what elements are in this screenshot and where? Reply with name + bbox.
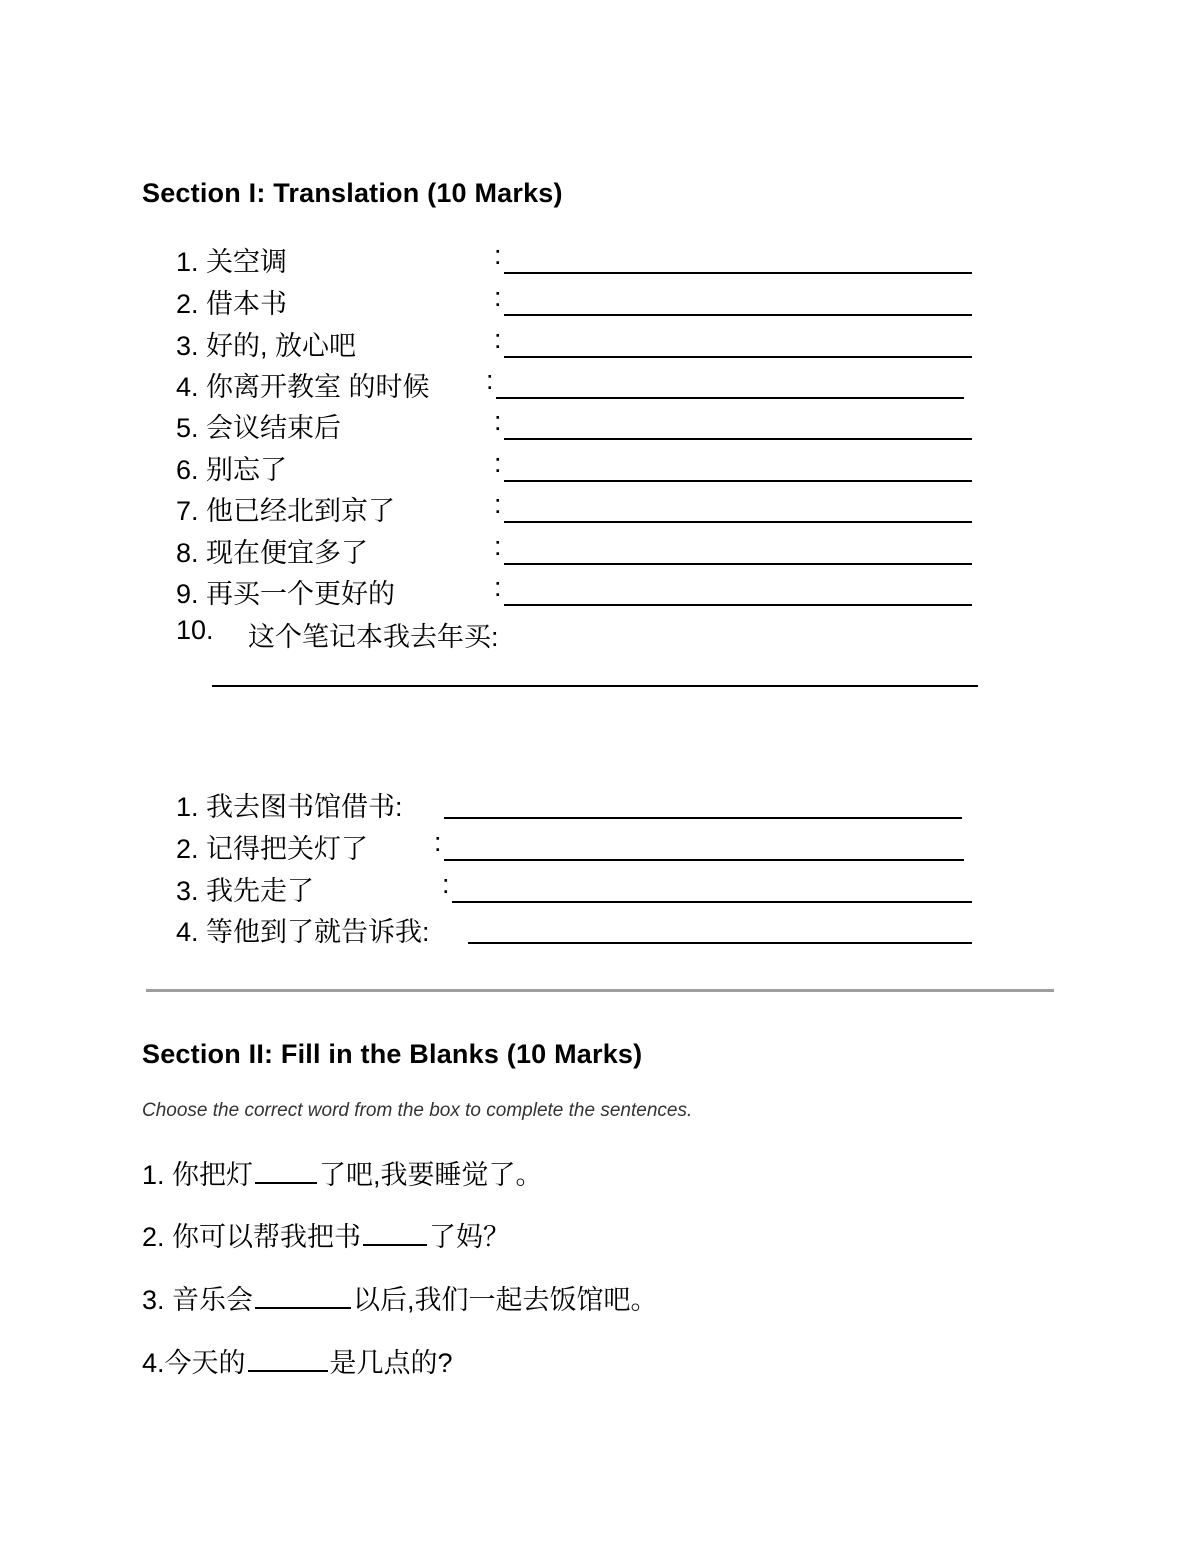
section-2-title: Section II: Fill in the Blanks (10 Marks)	[142, 1039, 643, 1069]
phrase-item-2	[176, 827, 976, 867]
translation-item-label: 1. 关空调	[176, 247, 288, 277]
translation-item-label: 8. 现在便宜多了	[176, 538, 369, 568]
fill-sentence-after: 了吧,我要睡觉了。	[319, 1160, 543, 1190]
phrase-item-1	[176, 785, 976, 825]
answer-blank[interactable]	[452, 901, 972, 903]
answer-blank[interactable]	[504, 356, 972, 358]
fill-sentence-after: 以后,我们一起去饭馆吧。	[353, 1285, 658, 1315]
fill-sentence-before: 3. 音乐会	[142, 1285, 254, 1315]
answer-blank[interactable]	[444, 817, 962, 819]
fill-sentence-before: 2. 你可以帮我把书	[142, 1222, 362, 1252]
translation-item-colon: :	[494, 572, 502, 602]
answer-blank[interactable]	[504, 480, 972, 482]
phrase-item-3	[176, 869, 976, 909]
translation-item-label: 4. 你离开教室 的时候	[176, 372, 430, 402]
translation-item-6	[176, 448, 976, 488]
fill-sentence-1	[142, 1153, 543, 1192]
translation-item-3	[176, 324, 976, 364]
translation-item-number: 10.	[176, 615, 214, 645]
phrase-item-label: 2. 记得把关灯了	[176, 834, 369, 864]
translation-item-text: 这个笔记本我去年买:	[248, 622, 499, 652]
translation-item-4	[176, 365, 976, 405]
translation-item-2	[176, 282, 976, 322]
answer-blank[interactable]	[504, 438, 972, 440]
fill-sentence-3	[142, 1278, 658, 1317]
answer-blank[interactable]	[504, 604, 972, 606]
answer-blank[interactable]	[504, 563, 972, 565]
translation-item-8	[176, 531, 976, 571]
fill-blank[interactable]	[255, 1307, 351, 1309]
translation-item-colon: :	[494, 282, 502, 312]
answer-blank[interactable]	[504, 272, 972, 274]
fill-sentence-after: 了妈？	[429, 1222, 511, 1252]
fill-blank[interactable]	[363, 1244, 427, 1246]
section-2-instruction: Choose the correct word from the box to complete the sentences.	[142, 1100, 693, 1121]
fill-sentence-4	[142, 1341, 453, 1380]
translation-item-colon: :	[494, 448, 502, 478]
translation-item-label: 6. 别忘了	[176, 455, 288, 485]
fill-blank[interactable]	[255, 1182, 317, 1184]
section-1-title: Section I: Translation (10 Marks)	[142, 178, 563, 208]
translation-item-colon: :	[486, 365, 494, 395]
translation-item-colon: :	[494, 531, 502, 561]
phrase-item-label: 3. 我先走了	[176, 876, 315, 906]
fill-sentence-before: 1. 你把灯	[142, 1160, 254, 1190]
phrase-item-label: 1. 我去图书馆借书:	[176, 792, 403, 822]
answer-blank[interactable]	[496, 397, 964, 399]
phrase-item-label: 4. 等他到了就告诉我:	[176, 917, 430, 947]
translation-item-colon: :	[494, 240, 502, 270]
translation-item-colon: :	[494, 324, 502, 354]
fill-blank[interactable]	[248, 1370, 328, 1372]
answer-blank[interactable]	[468, 942, 972, 944]
translation-item-5	[176, 406, 976, 446]
translation-item-label: 2. 借本书	[176, 289, 288, 319]
section-divider	[146, 989, 1054, 992]
fill-sentence-after: 是几点的?	[329, 1348, 453, 1378]
answer-blank[interactable]	[504, 314, 972, 316]
phrase-item-4	[176, 910, 976, 950]
translation-item-label: 7. 他已经北到京了	[176, 496, 396, 526]
translation-item-9	[176, 572, 976, 612]
translation-item-label: 5. 会议结束后	[176, 413, 342, 443]
translation-item-7	[176, 489, 976, 529]
phrase-item-colon: :	[434, 827, 442, 857]
answer-blank-long[interactable]	[212, 685, 978, 687]
translation-item-label: 9. 再买一个更好的	[176, 579, 396, 609]
fill-sentence-2	[142, 1215, 510, 1254]
translation-item-10	[176, 615, 976, 655]
translation-item-label: 3. 好的, 放心吧	[176, 331, 357, 361]
translation-item-colon: :	[494, 489, 502, 519]
fill-sentence-before: 4.今天的	[142, 1348, 246, 1378]
answer-blank[interactable]	[444, 859, 964, 861]
translation-item-1	[176, 240, 976, 280]
translation-item-colon: :	[494, 406, 502, 436]
phrase-item-colon: :	[442, 869, 450, 899]
answer-blank[interactable]	[504, 521, 972, 523]
